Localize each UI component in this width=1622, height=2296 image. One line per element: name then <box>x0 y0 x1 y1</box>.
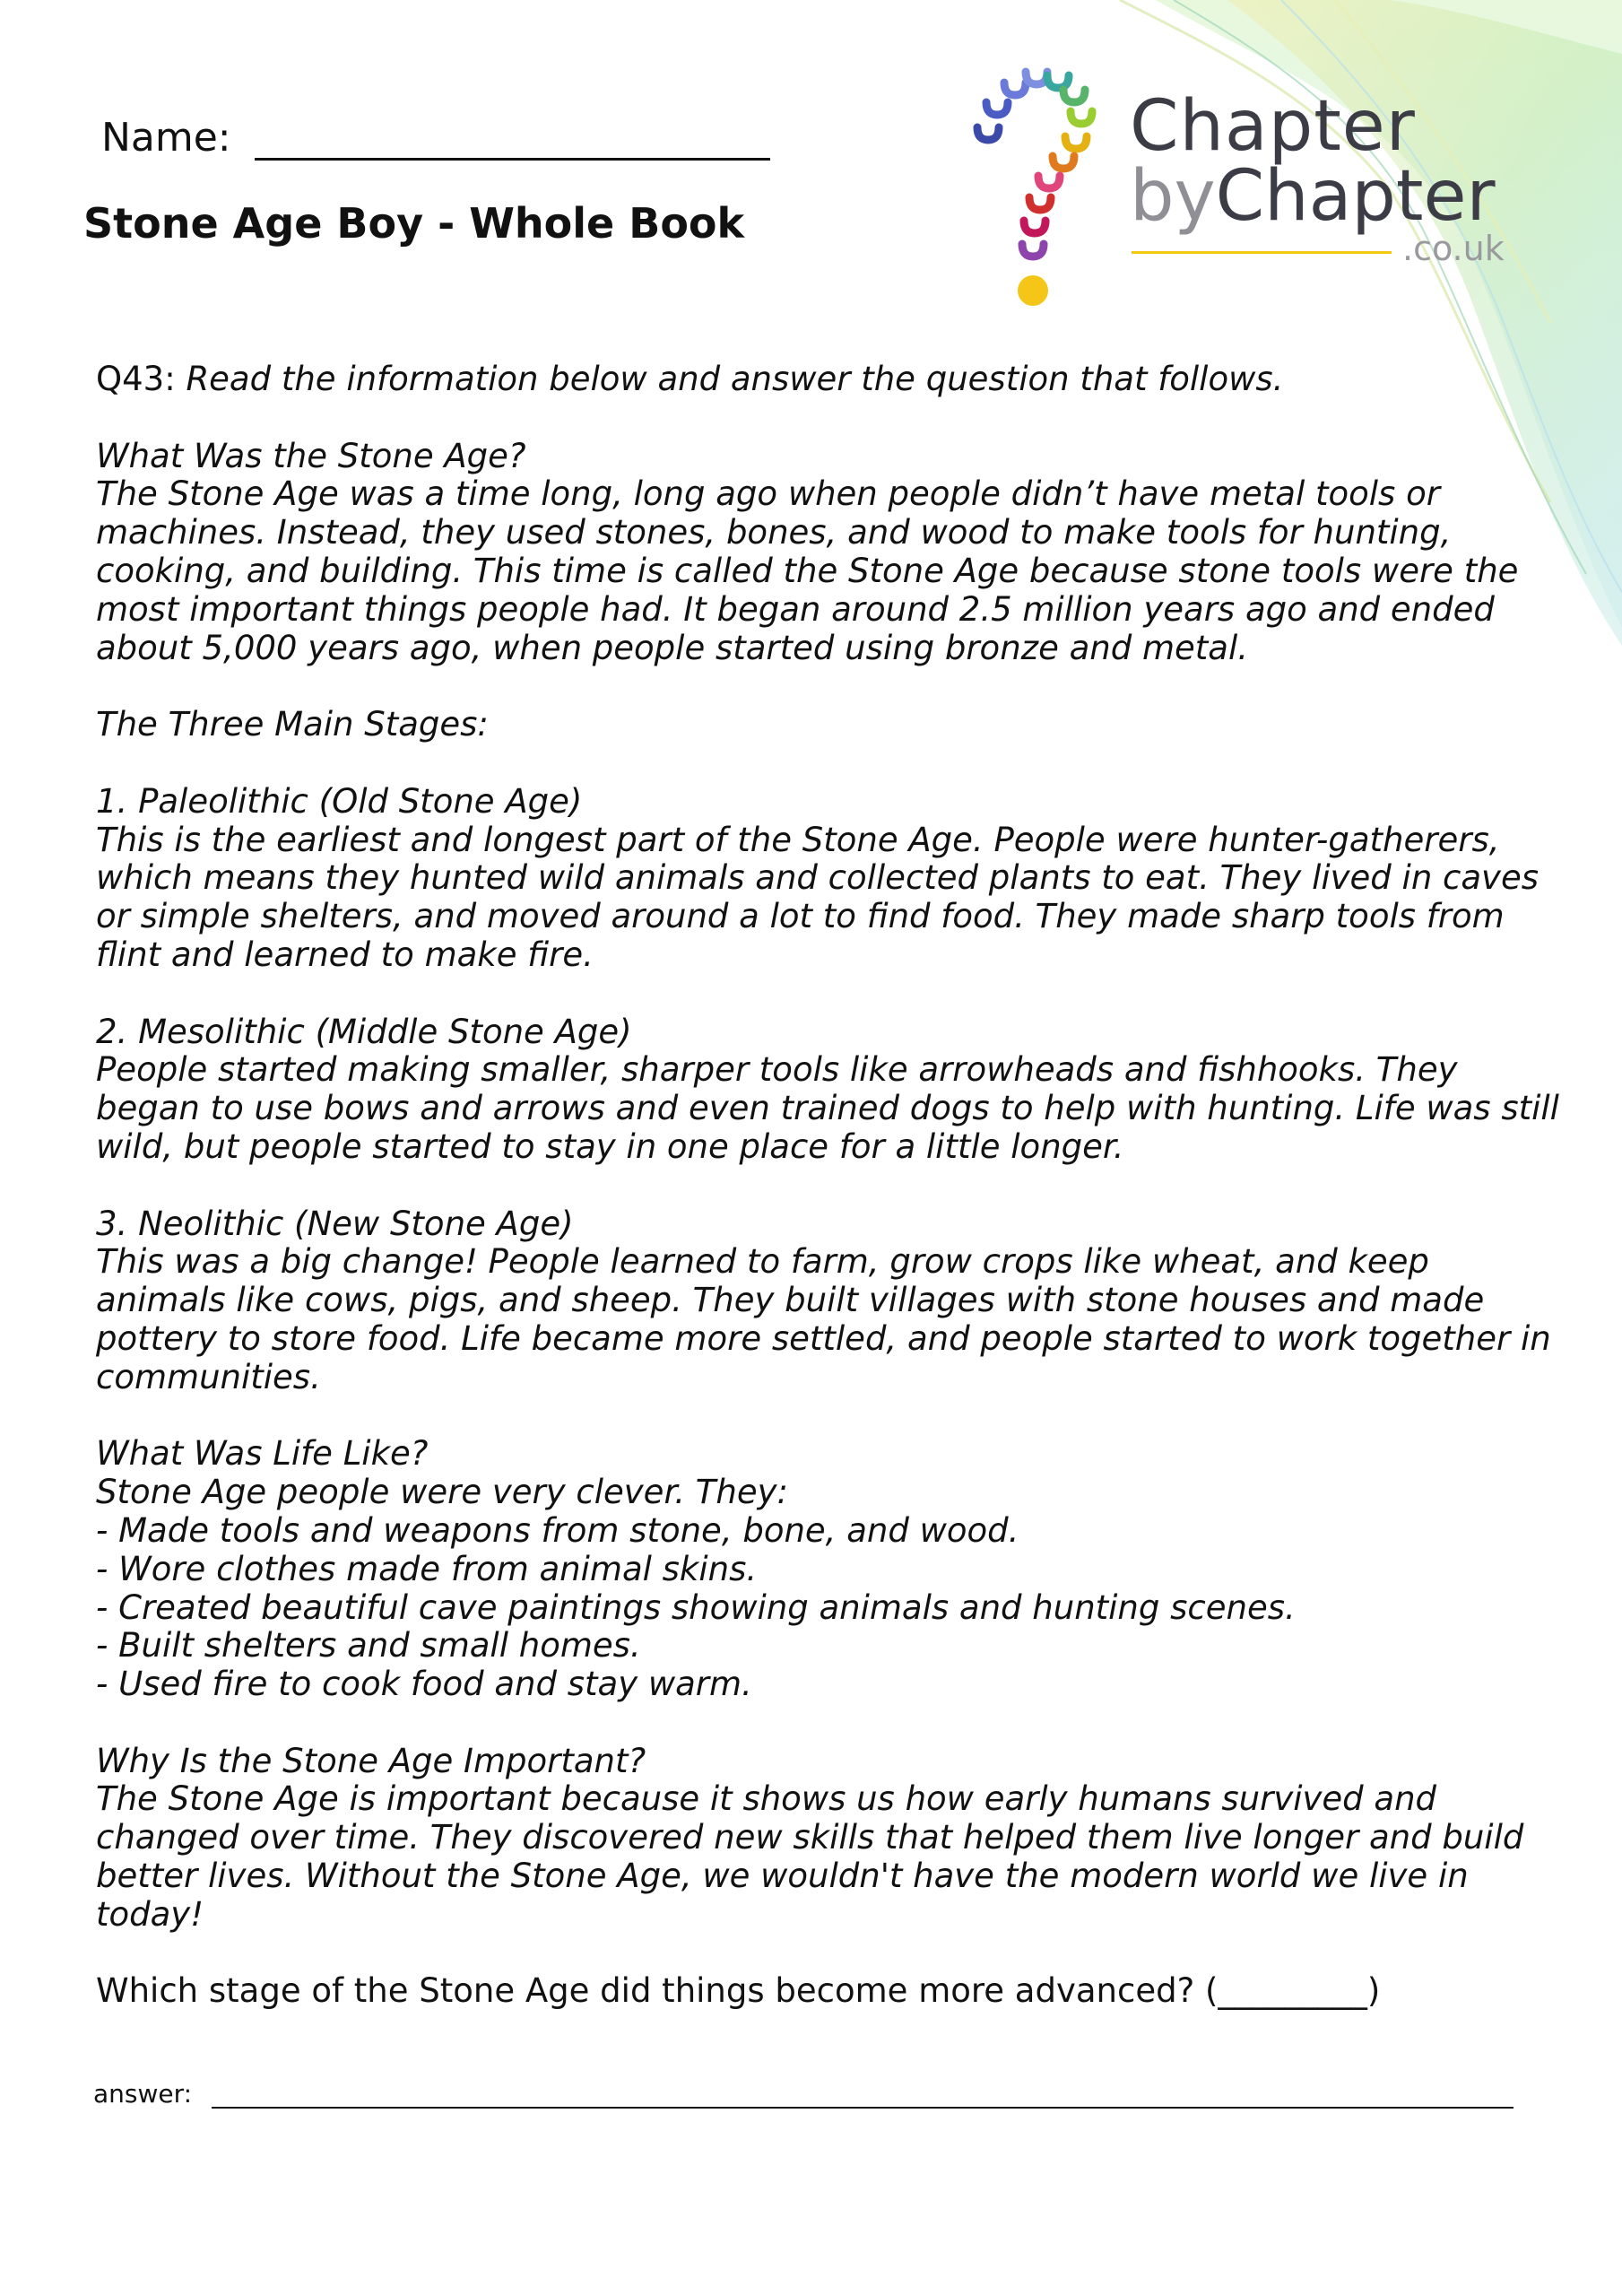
life-intro: Stone Age people were very clever. They: <box>96 1473 788 1512</box>
stage-paleolithic <box>96 783 1566 975</box>
answer-field[interactable] <box>93 2079 1514 2109</box>
list-item: - Made tools and weapons from stone, bone, and wood. <box>96 1510 1019 1550</box>
intro-paragraph: The Stone Age was a time long, long ago when people didn’t have metal tools or machines. Instead, they used stones, bones, and wood to make tools for hunting, cooking, and building. This time is called the Stone Age because stone tools were the most important things people had. It began around 2.5 million years ago and ended about 5,000 years ago, when people started using bronze and metal. <box>96 474 1519 667</box>
question-mark-of-books-icon <box>961 56 1123 316</box>
importance-paragraph: The Stone Age is important because it shows us how early humans survived and changed over time. They discovered new skills that helped them live longer and build better lives. Without the Stone Age, we wouldn't have the modern world we live in today! <box>96 1779 1524 1934</box>
chapter-by-chapter-logo <box>961 56 1535 316</box>
logo-text-bychapter <box>1130 156 1496 237</box>
logo-text-chapter-2: Chapter <box>1215 156 1496 237</box>
stage-text: This was a big change! People learned to farm, grow crops like wheat, and keep animals like cows, pigs, and sheep. They built villages with stone houses and made pottery to store food. Life became more settled, and people started to work together in communities. <box>96 1242 1551 1396</box>
question-prompt: Which stage of the Stone Age did things become more advanced? (_________) <box>96 1971 1381 2011</box>
logo-domain: .co.uk <box>1402 229 1505 268</box>
logo-underline <box>1132 251 1392 254</box>
answer-label: answer: <box>93 2079 193 2109</box>
list-item: - Created beautiful cave paintings showing animals and hunting scenes. <box>96 1587 1296 1627</box>
stage-neolithic <box>96 1205 1566 1397</box>
list-item: - Used fire to cook food and stay warm. <box>96 1665 752 1704</box>
list-item: - Built shelters and small homes. <box>96 1626 641 1665</box>
question-instruction <box>96 361 1566 399</box>
stage-title: 2. Mesolithic (Middle Stone Age) <box>96 1012 632 1051</box>
stage-text: This is the earliest and longest part of the Stone Age. People were hunter-gatherers, which means they hunted wild animals and collected plants to eat. They lived in caves or simple shelters, and moved around a lot to find food. They made sharp tools from flint and learned to make fire. <box>96 820 1539 974</box>
heading-three-stages: The Three Main Stages: <box>96 705 489 744</box>
logo-text-by: by <box>1130 156 1216 237</box>
stage-title: 3. Neolithic (New Stone Age) <box>96 1204 574 1243</box>
section-life <box>96 1435 1566 1704</box>
name-blank-line[interactable] <box>255 126 770 161</box>
name-field[interactable] <box>101 115 770 161</box>
stage-mesolithic <box>96 1013 1566 1167</box>
logo-text-chapter: Chapter <box>1130 86 1416 167</box>
stage-text: People started making smaller, sharper tools like arrowheads and fishhooks. They began to use bows and arrows and even trained dogs to help with hunting. Life was still wild, but people started to stay in one place for a little longer. <box>96 1050 1559 1166</box>
heading-importance: Why Is the Stone Age Important? <box>96 1741 646 1780</box>
answer-blank-line[interactable] <box>212 2083 1514 2109</box>
list-item: - Wore clothes made from animal skins. <box>96 1549 758 1588</box>
book-title: Stone Age Boy - Whole Book <box>83 199 745 248</box>
heading-life: What Was Life Like? <box>96 1434 429 1474</box>
name-label: Name: <box>101 115 231 161</box>
instruction-text: Read the information below and answer the question that follows. <box>186 360 1284 398</box>
section-what-was <box>96 438 1566 668</box>
question-number: Q43: <box>96 360 176 398</box>
heading-what-was: What Was the Stone Age? <box>96 436 526 475</box>
worksheet-content <box>96 361 1566 2049</box>
section-importance <box>96 1743 1566 1935</box>
stage-title: 1. Paleolithic (Old Stone Age) <box>96 781 583 821</box>
